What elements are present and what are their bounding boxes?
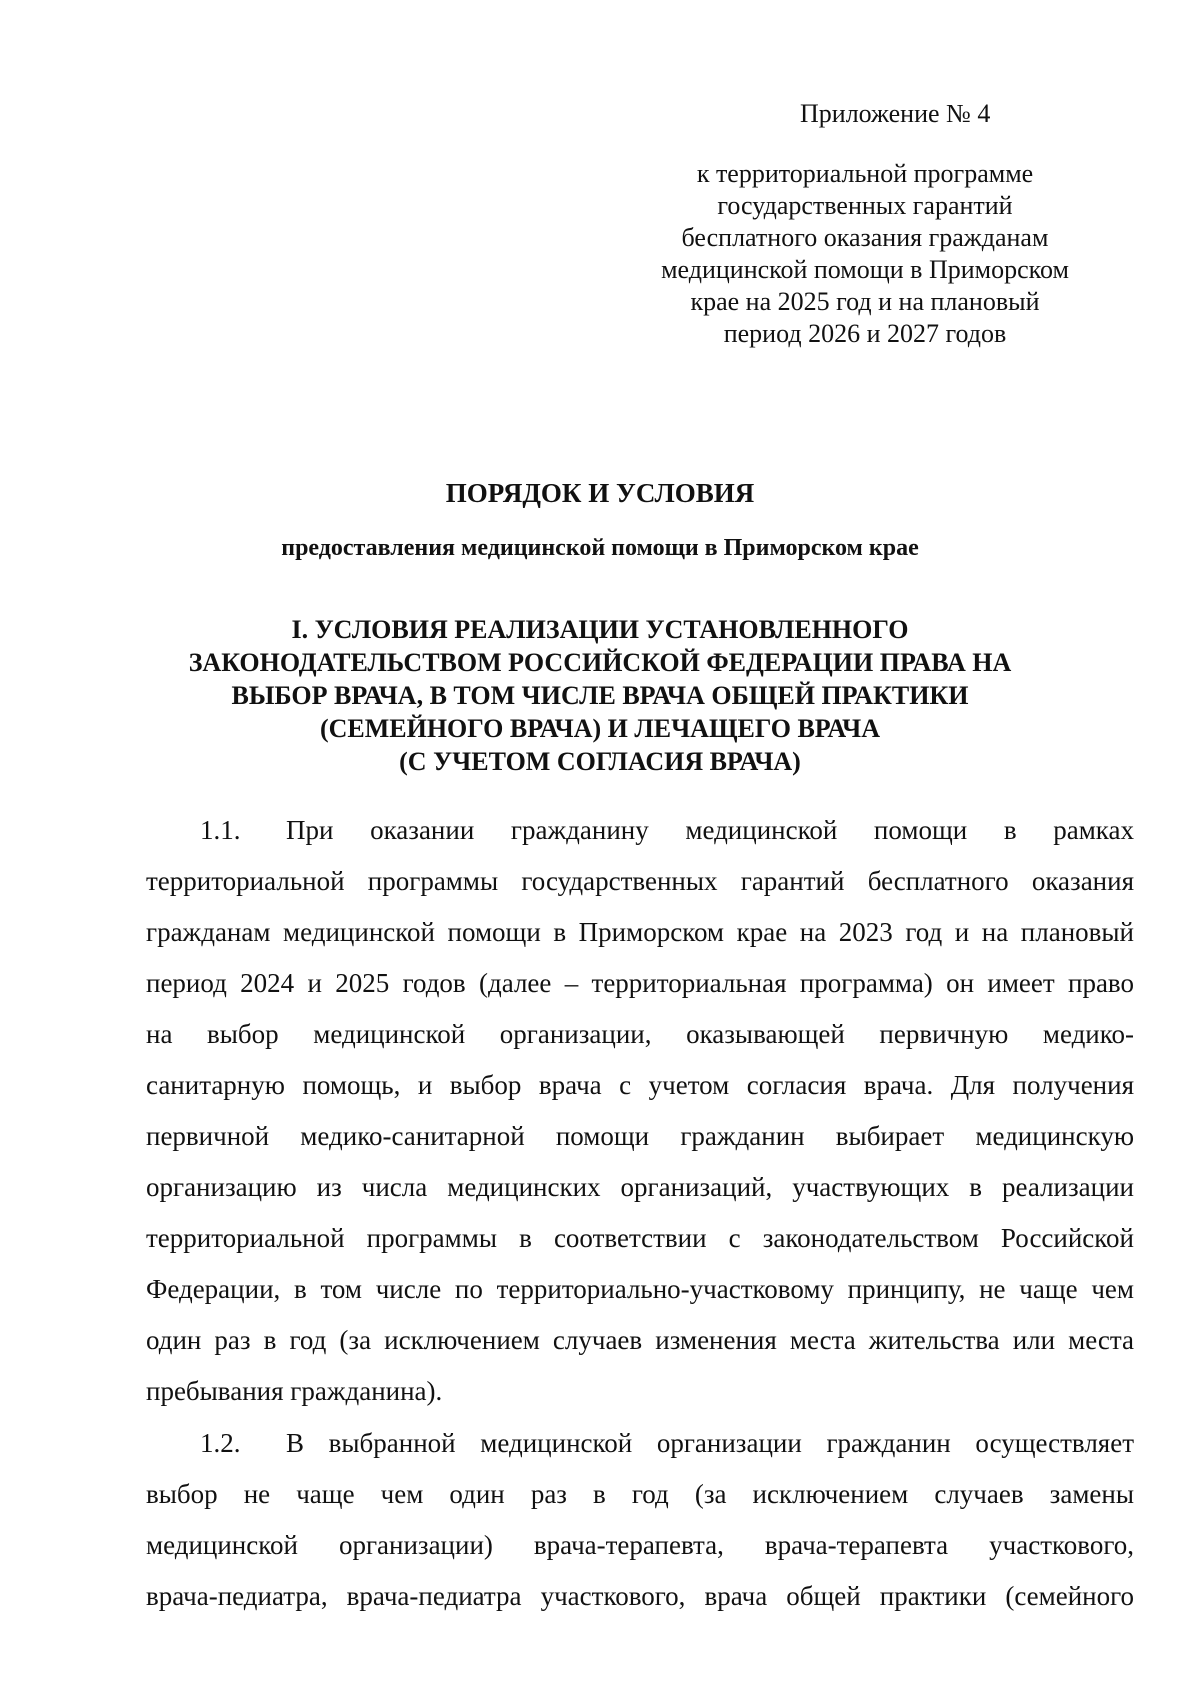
paragraph-line: на выбор медицинской организации, оказывающей первичную медико- — [146, 1019, 1134, 1049]
paragraph-line: гражданам медицинской помощи в Приморском крае на 2023 год и на плановый — [146, 917, 1134, 947]
section-heading-line: ВЫБОР ВРАЧА, В ТОМ ЧИСЛЕ ВРАЧА ОБЩЕЙ ПРАКТИКИ — [231, 681, 969, 710]
paragraph-line: Федерации, в том числе по территориально-участковому принципу, не чаще чем — [146, 1274, 1134, 1304]
paragraph-line: первичной медико-санитарной помощи гражданин выбирает медицинскую — [146, 1121, 1134, 1151]
section-heading-line: I. УСЛОВИЯ РЕАЛИЗАЦИИ УСТАНОВЛЕННОГО — [291, 615, 909, 644]
paragraph-line — [146, 1428, 1134, 1478]
paragraph-line: врача-педиатра, врача-педиатра участкового, врача общей практики (семейного — [146, 1581, 1134, 1611]
paragraph-number: 1.1. — [200, 815, 241, 845]
paragraph-line: организацию из числа медицинских организаций, участвующих в реализации — [146, 1172, 1134, 1202]
paragraph-number: 1.2. — [200, 1428, 241, 1458]
paragraph-line: один раз в год (за исключением случаев изменения места жительства или места — [146, 1325, 1134, 1355]
paragraph-text: В выбранной медицинской организации гражданин осуществляет — [286, 1428, 1134, 1458]
annex-line: бесплатного оказания гражданам — [681, 223, 1049, 252]
paragraph-line: медицинской организации) врача-терапевта, врача-терапевта участкового, — [146, 1530, 1134, 1560]
section-heading-line: ЗАКОНОДАТЕЛЬСТВОМ РОССИЙСКОЙ ФЕДЕРАЦИИ ПРАВА НА — [188, 648, 1012, 677]
paragraph-line — [146, 815, 1134, 865]
paragraph-line: выбор не чаще чем один раз в год (за исключением случаев замены — [146, 1479, 1134, 1509]
paragraph-line: санитарную помощь, и выбор врача с учетом согласия врача. Для получения — [146, 1070, 1134, 1100]
annex-line: к территориальной программе — [696, 159, 1034, 188]
annex-line: медицинской помощи в Приморском — [661, 255, 1069, 284]
annex-line: государственных гарантий — [717, 191, 1013, 220]
section-heading-line: (СЕМЕЙНОГО ВРАЧА) И ЛЕЧАЩЕГО ВРАЧА — [319, 714, 881, 743]
annex-line: период 2026 и 2027 годов — [723, 319, 1007, 348]
section-heading — [140, 613, 1060, 778]
annex-number: Приложение № 4 — [800, 99, 991, 128]
paragraph-line: период 2024 и 2025 годов (далее – территориальная программа) он имеет право — [146, 968, 1134, 998]
annex-line: крае на 2025 год и на плановый — [690, 287, 1040, 316]
paragraph-line: территориальной программы государственных гарантий бесплатного оказания — [146, 866, 1134, 896]
paragraph-text: При оказании гражданину медицинской помощи в рамках — [286, 815, 1134, 845]
annex-reference — [640, 158, 1090, 350]
document-subtitle: предоставления медицинской помощи в Приморском крае — [281, 535, 919, 561]
section-heading-line: (С УЧЕТОМ СОГЛАСИЯ ВРАЧА) — [399, 747, 801, 776]
paragraph-line: территориальной программы в соответствии с законодательством Российской — [146, 1223, 1134, 1253]
paragraph-line: пребывания гражданина). — [146, 1376, 443, 1406]
document-title: ПОРЯДОК И УСЛОВИЯ — [445, 478, 755, 508]
